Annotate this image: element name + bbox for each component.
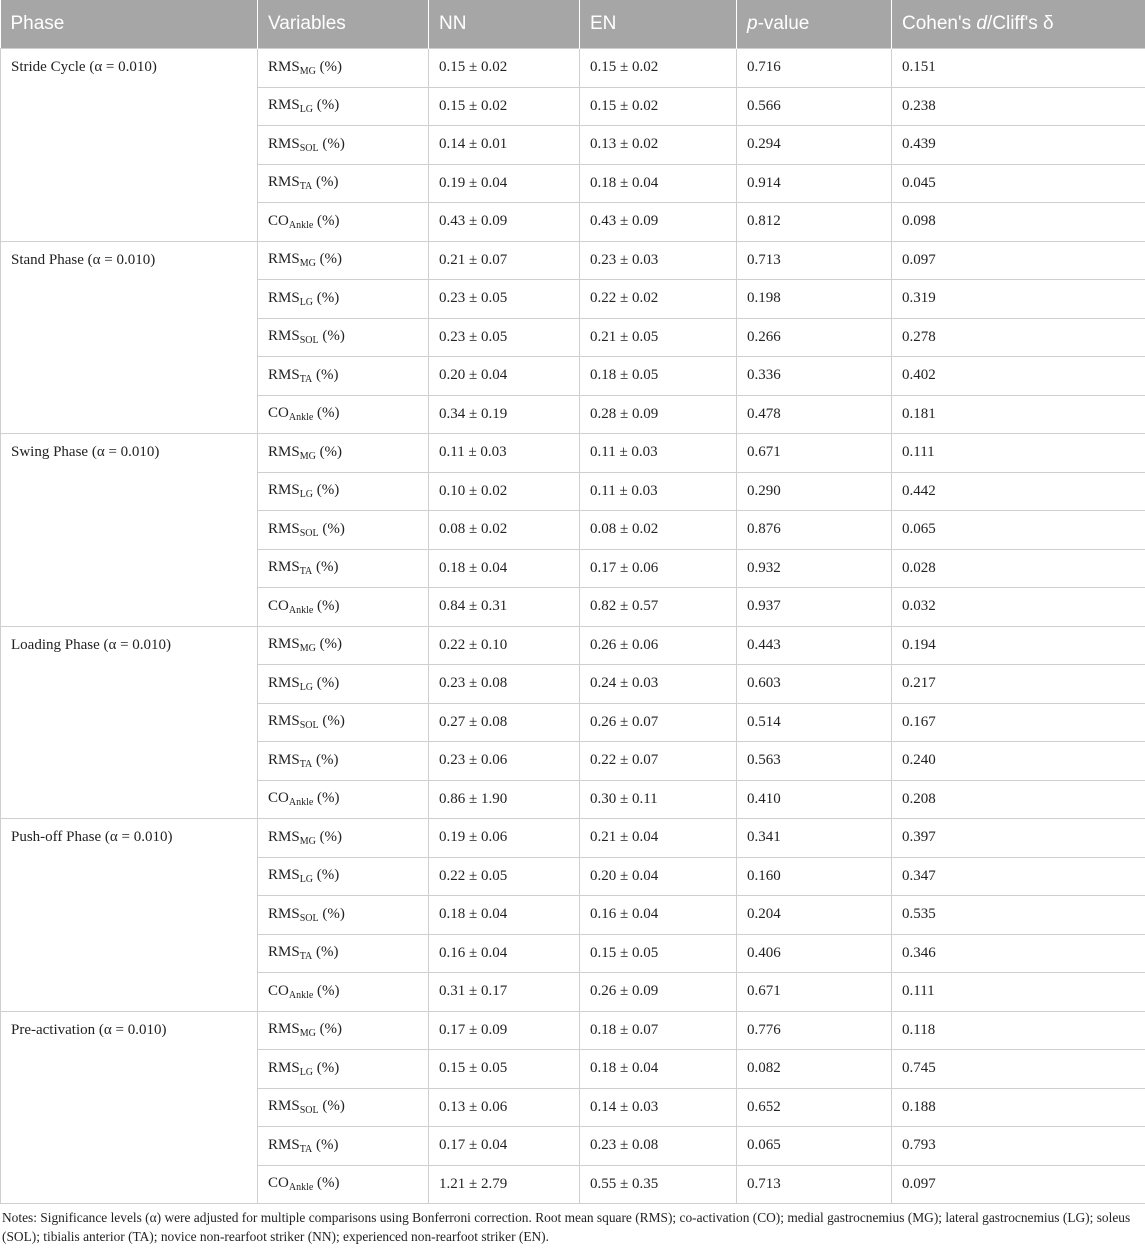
variable-cell	[258, 819, 429, 858]
variable-cell	[258, 588, 429, 627]
nn-cell: 0.15 ± 0.02	[429, 87, 580, 126]
en-cell: 0.24 ± 0.03	[580, 665, 737, 704]
variable-name: CO	[268, 982, 289, 999]
variable-unit: (%)	[315, 443, 343, 460]
en-cell: 0.28 ± 0.09	[580, 395, 737, 434]
variable-unit: (%)	[312, 1136, 339, 1153]
nn-cell: 0.18 ± 0.04	[429, 549, 580, 588]
variable-unit: (%)	[315, 58, 343, 75]
variable-subscript: SOL	[299, 527, 319, 539]
variable-unit: (%)	[315, 636, 343, 653]
effect-size-cell: 0.188	[892, 1088, 1145, 1127]
variable-name: RMS	[268, 520, 300, 537]
p-value-cell: 0.514	[737, 703, 892, 742]
phase-cell: Swing Phase (α = 0.010)	[1, 434, 258, 627]
variable-subscript: SOL	[299, 142, 319, 154]
variable-cell	[258, 511, 429, 550]
p-value-cell: 0.082	[737, 1050, 892, 1089]
en-cell: 0.26 ± 0.07	[580, 703, 737, 742]
p-value-cell: 0.937	[737, 588, 892, 627]
nn-cell: 0.31 ± 0.17	[429, 973, 580, 1012]
en-cell: 0.30 ± 0.11	[580, 780, 737, 819]
p-value-cell: 0.671	[737, 973, 892, 1012]
variable-name: RMS	[268, 1136, 300, 1153]
variable-subscript: Ankle	[288, 989, 314, 1001]
nn-cell: 0.23 ± 0.06	[429, 742, 580, 781]
variable-unit: (%)	[315, 828, 343, 845]
nn-cell: 0.08 ± 0.02	[429, 511, 580, 550]
effect-size-cell: 0.098	[892, 203, 1145, 242]
effect-size-cell: 0.402	[892, 357, 1145, 396]
nn-cell: 0.10 ± 0.02	[429, 472, 580, 511]
variable-subscript: TA	[299, 758, 313, 770]
variable-cell	[258, 665, 429, 704]
variable-name: CO	[268, 1175, 289, 1192]
variable-subscript: SOL	[299, 1105, 319, 1117]
en-cell: 0.15 ± 0.05	[580, 934, 737, 973]
header-variables: Variables	[258, 0, 429, 49]
variable-cell	[258, 703, 429, 742]
p-value-cell: 0.065	[737, 1127, 892, 1166]
en-cell: 0.55 ± 0.35	[580, 1165, 737, 1204]
effect-size-cell: 0.397	[892, 819, 1145, 858]
table-row	[1, 434, 1145, 473]
p-value-cell: 0.478	[737, 395, 892, 434]
effect-size-cell: 0.535	[892, 896, 1145, 935]
p-value-cell: 0.566	[737, 87, 892, 126]
effect-size-cell: 0.097	[892, 241, 1145, 280]
variable-name: RMS	[268, 289, 300, 306]
variable-subscript: LG	[299, 681, 314, 693]
variable-unit: (%)	[312, 366, 339, 383]
en-cell: 0.22 ± 0.02	[580, 280, 737, 319]
en-cell: 0.11 ± 0.03	[580, 472, 737, 511]
variable-cell	[258, 241, 429, 280]
effect-size-cell: 0.240	[892, 742, 1145, 781]
variable-name: RMS	[268, 636, 300, 653]
variable-subscript: LG	[299, 489, 314, 501]
variable-cell	[258, 203, 429, 242]
nn-cell: 0.19 ± 0.06	[429, 819, 580, 858]
variable-name: CO	[268, 405, 289, 422]
en-cell: 0.14 ± 0.03	[580, 1088, 737, 1127]
variable-cell	[258, 1165, 429, 1204]
p-value-cell: 0.266	[737, 318, 892, 357]
variable-subscript: Ankle	[288, 219, 314, 231]
table-row	[1, 49, 1145, 88]
variable-unit: (%)	[312, 174, 339, 191]
nn-cell: 0.15 ± 0.02	[429, 49, 580, 88]
variable-cell	[258, 934, 429, 973]
p-value-cell: 0.776	[737, 1011, 892, 1050]
variable-name: RMS	[268, 366, 300, 383]
header-row	[1, 0, 1145, 49]
effect-size-cell: 0.045	[892, 164, 1145, 203]
variable-subscript: MG	[299, 1028, 316, 1040]
effect-size-cell: 0.097	[892, 1165, 1145, 1204]
en-cell: 0.43 ± 0.09	[580, 203, 737, 242]
p-value-cell: 0.204	[737, 896, 892, 935]
effect-size-cell: 0.167	[892, 703, 1145, 742]
nn-cell: 0.86 ± 1.90	[429, 780, 580, 819]
effect-size-cell: 0.442	[892, 472, 1145, 511]
phase-cell: Loading Phase (α = 0.010)	[1, 626, 258, 819]
table-row	[1, 241, 1145, 280]
variable-unit: (%)	[313, 597, 340, 614]
effect-size-cell: 0.745	[892, 1050, 1145, 1089]
variable-subscript: Ankle	[288, 1182, 314, 1194]
variable-name: RMS	[268, 58, 300, 75]
en-cell: 0.82 ± 0.57	[580, 588, 737, 627]
en-cell: 0.21 ± 0.04	[580, 819, 737, 858]
variable-name: RMS	[268, 559, 300, 576]
nn-cell: 0.20 ± 0.04	[429, 357, 580, 396]
nn-cell: 0.34 ± 0.19	[429, 395, 580, 434]
variable-cell	[258, 164, 429, 203]
variable-cell	[258, 1088, 429, 1127]
variable-unit: (%)	[315, 251, 343, 268]
variable-unit: (%)	[318, 713, 345, 730]
effect-size-cell: 0.118	[892, 1011, 1145, 1050]
variable-unit: (%)	[312, 751, 339, 768]
variable-cell	[258, 280, 429, 319]
en-cell: 0.18 ± 0.04	[580, 164, 737, 203]
en-cell: 0.23 ± 0.08	[580, 1127, 737, 1166]
variable-subscript: MG	[299, 65, 316, 77]
p-value-cell: 0.294	[737, 126, 892, 165]
nn-cell: 0.17 ± 0.04	[429, 1127, 580, 1166]
en-cell: 0.23 ± 0.03	[580, 241, 737, 280]
nn-cell: 0.27 ± 0.08	[429, 703, 580, 742]
variable-cell	[258, 896, 429, 935]
header-effect-size	[892, 0, 1145, 49]
variable-name: RMS	[268, 328, 300, 345]
effect-size-cell: 0.793	[892, 1127, 1145, 1166]
en-cell: 0.26 ± 0.06	[580, 626, 737, 665]
p-value-cell: 0.443	[737, 626, 892, 665]
p-value-cell: 0.406	[737, 934, 892, 973]
variable-name: RMS	[268, 674, 300, 691]
effect-size-cell: 0.278	[892, 318, 1145, 357]
variable-unit: (%)	[318, 1098, 345, 1115]
variable-unit: (%)	[318, 905, 345, 922]
nn-cell: 1.21 ± 2.79	[429, 1165, 580, 1204]
p-value-cell: 0.716	[737, 49, 892, 88]
variable-unit: (%)	[313, 97, 340, 114]
variable-name: RMS	[268, 443, 300, 460]
nn-cell: 0.23 ± 0.05	[429, 318, 580, 357]
en-cell: 0.15 ± 0.02	[580, 49, 737, 88]
en-cell: 0.13 ± 0.02	[580, 126, 737, 165]
variable-cell	[258, 126, 429, 165]
variable-cell	[258, 357, 429, 396]
variable-name: RMS	[268, 751, 300, 768]
effect-size-cell: 0.347	[892, 857, 1145, 896]
en-cell: 0.08 ± 0.02	[580, 511, 737, 550]
variable-name: RMS	[268, 482, 300, 499]
p-value-cell: 0.914	[737, 164, 892, 203]
p-value-cell: 0.713	[737, 1165, 892, 1204]
en-cell: 0.22 ± 0.07	[580, 742, 737, 781]
variable-subscript: MG	[299, 643, 316, 655]
header-effect-b: /Cliff's δ	[986, 13, 1054, 34]
variable-cell	[258, 472, 429, 511]
variable-unit: (%)	[318, 328, 345, 345]
variable-name: RMS	[268, 251, 300, 268]
effect-size-cell: 0.439	[892, 126, 1145, 165]
variable-unit: (%)	[313, 212, 340, 229]
variable-subscript: LG	[299, 104, 314, 116]
variable-subscript: LG	[299, 874, 314, 886]
variable-name: RMS	[268, 944, 300, 961]
variable-name: RMS	[268, 1098, 300, 1115]
nn-cell: 0.23 ± 0.05	[429, 280, 580, 319]
p-value-cell: 0.336	[737, 357, 892, 396]
effect-size-cell: 0.065	[892, 511, 1145, 550]
table-body	[1, 49, 1145, 1204]
variable-unit: (%)	[313, 674, 340, 691]
p-value-cell: 0.563	[737, 742, 892, 781]
variable-subscript: TA	[299, 1143, 313, 1155]
phase-cell: Pre-activation (α = 0.010)	[1, 1011, 258, 1204]
variable-unit: (%)	[313, 982, 340, 999]
p-value-cell: 0.812	[737, 203, 892, 242]
variable-name: RMS	[268, 97, 300, 114]
nn-cell: 0.14 ± 0.01	[429, 126, 580, 165]
variable-subscript: Ankle	[288, 797, 314, 809]
p-value-cell: 0.603	[737, 665, 892, 704]
variable-cell	[258, 973, 429, 1012]
variable-subscript: LG	[299, 296, 314, 308]
phase-cell: Stride Cycle (α = 0.010)	[1, 49, 258, 242]
header-phase: Phase	[1, 0, 258, 49]
variable-subscript: LG	[299, 1066, 314, 1078]
variable-subscript: MG	[299, 450, 316, 462]
nn-cell: 0.22 ± 0.10	[429, 626, 580, 665]
variable-subscript: SOL	[299, 912, 319, 924]
effect-size-cell: 0.346	[892, 934, 1145, 973]
variable-subscript: TA	[299, 181, 313, 193]
effect-size-cell: 0.208	[892, 780, 1145, 819]
en-cell: 0.18 ± 0.04	[580, 1050, 737, 1089]
header-p-value	[737, 0, 892, 49]
en-cell: 0.18 ± 0.07	[580, 1011, 737, 1050]
variable-cell	[258, 1050, 429, 1089]
variable-cell	[258, 49, 429, 88]
p-value-cell: 0.876	[737, 511, 892, 550]
p-value-cell: 0.341	[737, 819, 892, 858]
variable-cell	[258, 857, 429, 896]
effect-size-cell: 0.181	[892, 395, 1145, 434]
header-effect-a: Cohen's	[902, 13, 977, 34]
table-row	[1, 1011, 1145, 1050]
variable-unit: (%)	[313, 289, 340, 306]
variable-unit: (%)	[315, 1021, 343, 1038]
p-value-cell: 0.160	[737, 857, 892, 896]
en-cell: 0.16 ± 0.04	[580, 896, 737, 935]
nn-cell: 0.19 ± 0.04	[429, 164, 580, 203]
variable-subscript: TA	[299, 951, 313, 963]
nn-cell: 0.11 ± 0.03	[429, 434, 580, 473]
variable-unit: (%)	[312, 559, 339, 576]
variable-cell	[258, 1011, 429, 1050]
effect-size-cell: 0.151	[892, 49, 1145, 88]
variable-unit: (%)	[313, 790, 340, 807]
variable-subscript: SOL	[299, 335, 319, 347]
variable-subscript: MG	[299, 258, 316, 270]
variable-subscript: Ankle	[288, 604, 314, 616]
variable-cell	[258, 87, 429, 126]
variable-cell	[258, 395, 429, 434]
effect-size-cell: 0.028	[892, 549, 1145, 588]
variable-cell	[258, 742, 429, 781]
variable-unit: (%)	[318, 520, 345, 537]
variable-name: CO	[268, 790, 289, 807]
variable-subscript: TA	[299, 373, 313, 385]
nn-cell: 0.84 ± 0.31	[429, 588, 580, 627]
effect-size-cell: 0.319	[892, 280, 1145, 319]
effect-size-cell: 0.217	[892, 665, 1145, 704]
variable-cell	[258, 626, 429, 665]
effect-size-cell: 0.194	[892, 626, 1145, 665]
p-value-cell: 0.410	[737, 780, 892, 819]
table-row	[1, 819, 1145, 858]
phase-cell: Stand Phase (α = 0.010)	[1, 241, 258, 434]
nn-cell: 0.23 ± 0.08	[429, 665, 580, 704]
variable-name: RMS	[268, 135, 300, 152]
p-value-cell: 0.671	[737, 434, 892, 473]
table-notes: Notes: Significance levels (α) were adjusted for multiple comparisons using Bonferroni correction. Root mean square (RMS); co-activation (CO); medial gastrocnemius (MG); lateral gastrocnemius (LG); soleus (SOL); tibialis anterior (TA); novice non-rearfoot striker (NN); experienced non-rearfoot striker (EN).	[2, 1210, 1131, 1244]
variable-name: RMS	[268, 867, 300, 884]
variable-name: RMS	[268, 174, 300, 191]
en-cell: 0.21 ± 0.05	[580, 318, 737, 357]
nn-cell: 0.17 ± 0.09	[429, 1011, 580, 1050]
nn-cell: 0.21 ± 0.07	[429, 241, 580, 280]
p-value-cell: 0.290	[737, 472, 892, 511]
variable-subscript: TA	[299, 566, 313, 578]
variable-unit: (%)	[313, 405, 340, 422]
variable-name: CO	[268, 212, 289, 229]
header-effect-d: d	[976, 13, 987, 34]
header-nn: NN	[429, 0, 580, 49]
p-value-cell: 0.713	[737, 241, 892, 280]
table-row	[1, 626, 1145, 665]
effect-size-cell: 0.032	[892, 588, 1145, 627]
nn-cell: 0.13 ± 0.06	[429, 1088, 580, 1127]
nn-cell: 0.18 ± 0.04	[429, 896, 580, 935]
variable-name: CO	[268, 597, 289, 614]
variable-cell	[258, 318, 429, 357]
effect-size-cell: 0.238	[892, 87, 1145, 126]
variable-cell	[258, 434, 429, 473]
variable-unit: (%)	[313, 1175, 340, 1192]
header-p-rest: -value	[757, 13, 810, 34]
p-value-cell: 0.198	[737, 280, 892, 319]
effect-size-cell: 0.111	[892, 434, 1145, 473]
variable-unit: (%)	[313, 1059, 340, 1076]
p-value-cell: 0.932	[737, 549, 892, 588]
en-cell: 0.20 ± 0.04	[580, 857, 737, 896]
en-cell: 0.18 ± 0.05	[580, 357, 737, 396]
p-value-cell: 0.652	[737, 1088, 892, 1127]
header-en: EN	[580, 0, 737, 49]
nn-cell: 0.22 ± 0.05	[429, 857, 580, 896]
effect-size-cell: 0.111	[892, 973, 1145, 1012]
variable-cell	[258, 549, 429, 588]
variable-name: RMS	[268, 713, 300, 730]
nn-cell: 0.16 ± 0.04	[429, 934, 580, 973]
variable-unit: (%)	[313, 867, 340, 884]
nn-cell: 0.43 ± 0.09	[429, 203, 580, 242]
variable-unit: (%)	[318, 135, 345, 152]
variable-name: RMS	[268, 905, 300, 922]
variable-name: RMS	[268, 1059, 300, 1076]
variable-unit: (%)	[313, 482, 340, 499]
en-cell: 0.17 ± 0.06	[580, 549, 737, 588]
variable-name: RMS	[268, 1021, 300, 1038]
variable-cell	[258, 1127, 429, 1166]
variable-unit: (%)	[312, 944, 339, 961]
variable-subscript: SOL	[299, 720, 319, 732]
en-cell: 0.15 ± 0.02	[580, 87, 737, 126]
variable-subscript: Ankle	[288, 412, 314, 424]
variable-subscript: MG	[299, 835, 316, 847]
variable-cell	[258, 780, 429, 819]
phase-cell: Push-off Phase (α = 0.010)	[1, 819, 258, 1012]
en-cell: 0.26 ± 0.09	[580, 973, 737, 1012]
en-cell: 0.11 ± 0.03	[580, 434, 737, 473]
nn-cell: 0.15 ± 0.05	[429, 1050, 580, 1089]
variable-name: RMS	[268, 828, 300, 845]
header-p-italic: p	[747, 13, 758, 34]
